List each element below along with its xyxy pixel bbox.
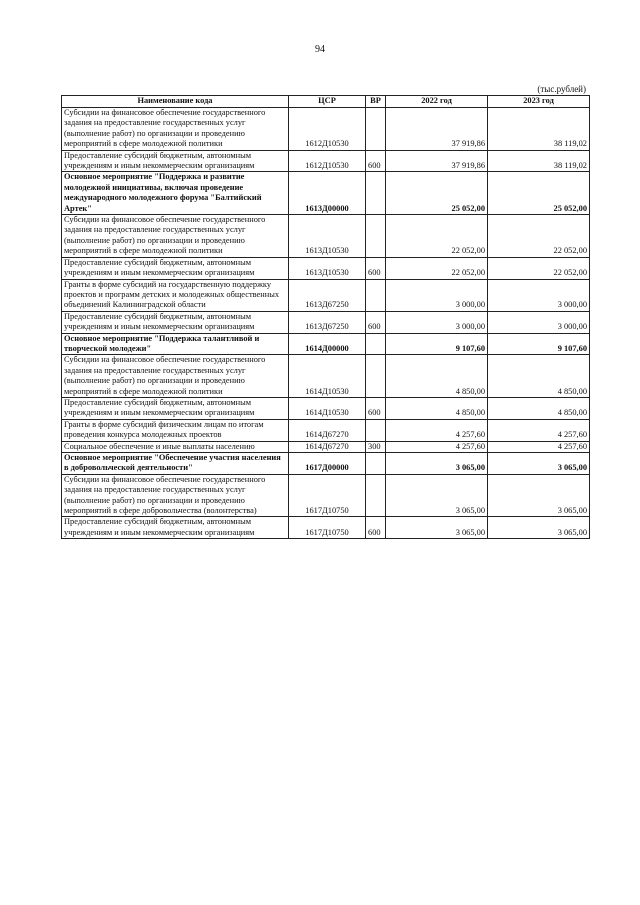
- row-csr: 1617Д10750: [289, 474, 366, 517]
- row-2023: 3 065,00: [488, 453, 590, 475]
- row-name: Основное мероприятие "Поддержка талантливой и творческой молодежи": [62, 333, 289, 355]
- row-2022: 4 850,00: [386, 355, 488, 398]
- table-row: [62, 441, 590, 452]
- row-name: Субсидии на финансовое обеспечение государственного задания на предоставление государственных услуг (выполнение работ) по организации и проведению мероприятий в сфере добровольчества (волонтерства): [62, 474, 289, 517]
- row-2022: 37 919,86: [386, 150, 488, 172]
- header-2023: 2023 год: [488, 96, 590, 108]
- table-row: [62, 257, 590, 279]
- table-row: [62, 279, 590, 311]
- row-2023: 4 850,00: [488, 397, 590, 419]
- row-vr: 600: [366, 150, 386, 172]
- table-body: [62, 108, 590, 539]
- row-2023: 38 119,02: [488, 150, 590, 172]
- row-vr: [366, 279, 386, 311]
- row-csr: 1613Д67250: [289, 279, 366, 311]
- row-2023: 3 000,00: [488, 311, 590, 333]
- budget-table: [61, 95, 590, 539]
- row-2022: 4 850,00: [386, 397, 488, 419]
- row-vr: [366, 453, 386, 475]
- table-row: [62, 355, 590, 398]
- row-vr: 600: [366, 397, 386, 419]
- row-2023: 22 052,00: [488, 257, 590, 279]
- row-name: Основное мероприятие "Обеспечение участия населения в добровольческой деятельности": [62, 453, 289, 475]
- row-name: Предоставление субсидий бюджетным, автономным учреждениям и иным некоммерческим организациям: [62, 397, 289, 419]
- table-row: [62, 474, 590, 517]
- row-2022: 3 000,00: [386, 279, 488, 311]
- row-2022: 3 065,00: [386, 453, 488, 475]
- row-vr: [366, 474, 386, 517]
- table-row: [62, 172, 590, 215]
- table-row: [62, 397, 590, 419]
- row-csr: 1613Д10530: [289, 215, 366, 258]
- row-name: Субсидии на финансовое обеспечение государственного задания на предоставление государственных услуг (выполнение работ) по организации и проведению мероприятий в сфере молодежной политики: [62, 108, 289, 151]
- row-2023: 4 257,60: [488, 441, 590, 452]
- units-label: (тыс.рублей): [537, 84, 586, 94]
- row-2022: 3 065,00: [386, 517, 488, 539]
- row-name: Субсидии на финансовое обеспечение государственного задания на предоставление государственных услуг (выполнение работ) по организации и проведению мероприятий в сфере молодежной политики: [62, 215, 289, 258]
- row-vr: [366, 172, 386, 215]
- row-2022: 9 107,60: [386, 333, 488, 355]
- row-csr: 1617Д10750: [289, 517, 366, 539]
- row-csr: 1617Д00000: [289, 453, 366, 475]
- row-2023: 3 065,00: [488, 474, 590, 517]
- row-2023: 22 052,00: [488, 215, 590, 258]
- row-2022: 22 052,00: [386, 257, 488, 279]
- table-row: [62, 453, 590, 475]
- header-2022: 2022 год: [386, 96, 488, 108]
- table-row: [62, 311, 590, 333]
- table-row: [62, 215, 590, 258]
- table-header-row: [62, 96, 590, 108]
- row-2023: 38 119,02: [488, 108, 590, 151]
- row-2022: 37 919,86: [386, 108, 488, 151]
- row-csr: 1614Д67270: [289, 441, 366, 452]
- row-csr: 1613Д67250: [289, 311, 366, 333]
- row-2022: 22 052,00: [386, 215, 488, 258]
- table-row: [62, 108, 590, 151]
- row-name: Субсидии на финансовое обеспечение государственного задания на предоставление государственных услуг (выполнение работ) по организации и проведению мероприятий в сфере молодежной политики: [62, 355, 289, 398]
- row-csr: 1614Д10530: [289, 397, 366, 419]
- row-name: Предоставление субсидий бюджетным, автономным учреждениям и иным некоммерческим организациям: [62, 311, 289, 333]
- row-2023: 25 052,00: [488, 172, 590, 215]
- row-2022: 3 065,00: [386, 474, 488, 517]
- table-row: [62, 333, 590, 355]
- table-row: [62, 419, 590, 441]
- row-name: Гранты в форме субсидий физическим лицам по итогам проведения конкурса молодежных проектов: [62, 419, 289, 441]
- row-csr: 1613Д10530: [289, 257, 366, 279]
- row-csr: 1612Д10530: [289, 150, 366, 172]
- header-vr: ВР: [366, 96, 386, 108]
- row-vr: [366, 355, 386, 398]
- row-name: Предоставление субсидий бюджетным, автономным учреждениям и иным некоммерческим организациям: [62, 257, 289, 279]
- row-2022: 4 257,60: [386, 419, 488, 441]
- row-2022: 4 257,60: [386, 441, 488, 452]
- row-csr: 1614Д10530: [289, 355, 366, 398]
- row-csr: 1614Д00000: [289, 333, 366, 355]
- row-2023: 9 107,60: [488, 333, 590, 355]
- row-name: Предоставление субсидий бюджетным, автономным учреждениям и иным некоммерческим организациям: [62, 517, 289, 539]
- row-name: Предоставление субсидий бюджетным, автономным учреждениям и иным некоммерческим организациям: [62, 150, 289, 172]
- row-vr: [366, 419, 386, 441]
- row-vr: 300: [366, 441, 386, 452]
- row-vr: [366, 333, 386, 355]
- row-vr: 600: [366, 257, 386, 279]
- page-number: 94: [315, 44, 325, 55]
- row-2022: 3 000,00: [386, 311, 488, 333]
- row-name: Социальное обеспечение и иные выплаты населению: [62, 441, 289, 452]
- row-2023: 4 257,60: [488, 419, 590, 441]
- table-row: [62, 150, 590, 172]
- row-vr: [366, 215, 386, 258]
- row-name: Гранты в форме субсидий на государственную поддержку проектов и программ детских и молодежных общественных объединений Калининградской области: [62, 279, 289, 311]
- row-name: Основное мероприятие "Поддержка и развитие молодежной инициативы, включая проведение международного молодежного форума "Балтийский Артек": [62, 172, 289, 215]
- row-2023: 3 065,00: [488, 517, 590, 539]
- header-name: Наименование кода: [62, 96, 289, 108]
- row-vr: 600: [366, 517, 386, 539]
- header-csr: ЦСР: [289, 96, 366, 108]
- table-row: [62, 517, 590, 539]
- row-csr: 1612Д10530: [289, 108, 366, 151]
- row-csr: 1614Д67270: [289, 419, 366, 441]
- row-2022: 25 052,00: [386, 172, 488, 215]
- row-vr: 600: [366, 311, 386, 333]
- row-2023: 3 000,00: [488, 279, 590, 311]
- row-csr: 1613Д00000: [289, 172, 366, 215]
- row-2023: 4 850,00: [488, 355, 590, 398]
- row-vr: [366, 108, 386, 151]
